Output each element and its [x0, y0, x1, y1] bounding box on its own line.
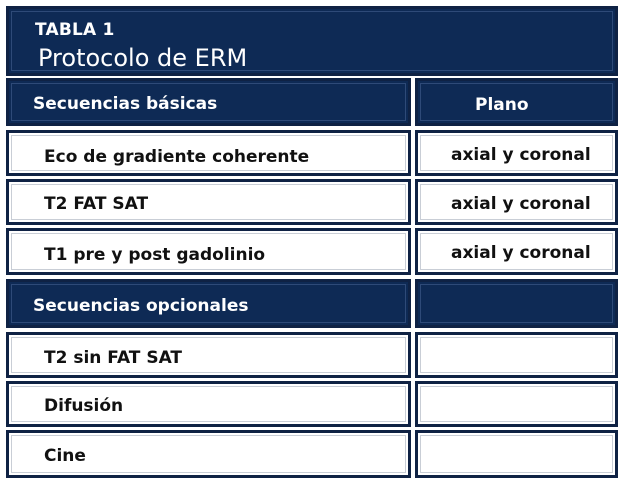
sequence-name: T2 FAT SAT — [44, 194, 149, 214]
sequence-name: Eco de gradiente coherente — [44, 147, 310, 167]
table-title: Protocolo de ERM — [38, 44, 248, 72]
header-cell-sequences — [6, 78, 411, 126]
table-cell-plane — [415, 228, 618, 275]
table-row — [6, 430, 411, 478]
header-plane-label: Plano — [475, 95, 529, 115]
header-sequences-label: Secuencias básicas — [33, 94, 218, 114]
table-cell-plane — [415, 430, 618, 478]
table-frame — [6, 6, 618, 481]
table-cell-plane — [415, 332, 618, 378]
sequence-name: Difusión — [44, 396, 124, 416]
table-label: TABLA 1 — [35, 20, 115, 40]
plane-value: axial y coronal — [451, 194, 591, 214]
plane-value: axial y coronal — [451, 243, 591, 263]
optional-header-label: Secuencias opcionales — [33, 296, 249, 316]
table-cell-plane — [415, 179, 618, 225]
table-cell-plane — [415, 130, 618, 176]
table-row — [6, 228, 411, 275]
optional-header-plane-cell — [415, 279, 618, 328]
table-row — [6, 332, 411, 378]
plane-value: axial y coronal — [451, 145, 591, 165]
table-cell-plane — [415, 381, 618, 427]
table-row — [6, 381, 411, 427]
table-row — [6, 179, 411, 225]
optional-header-cell — [6, 279, 411, 328]
header-cell-plane — [415, 78, 618, 126]
table-title-block — [6, 6, 618, 76]
sequence-name: T1 pre y post gadolinio — [44, 245, 266, 265]
sequence-name: T2 sin FAT SAT — [44, 348, 183, 368]
sequence-name: Cine — [44, 446, 86, 466]
table-row — [6, 130, 411, 176]
